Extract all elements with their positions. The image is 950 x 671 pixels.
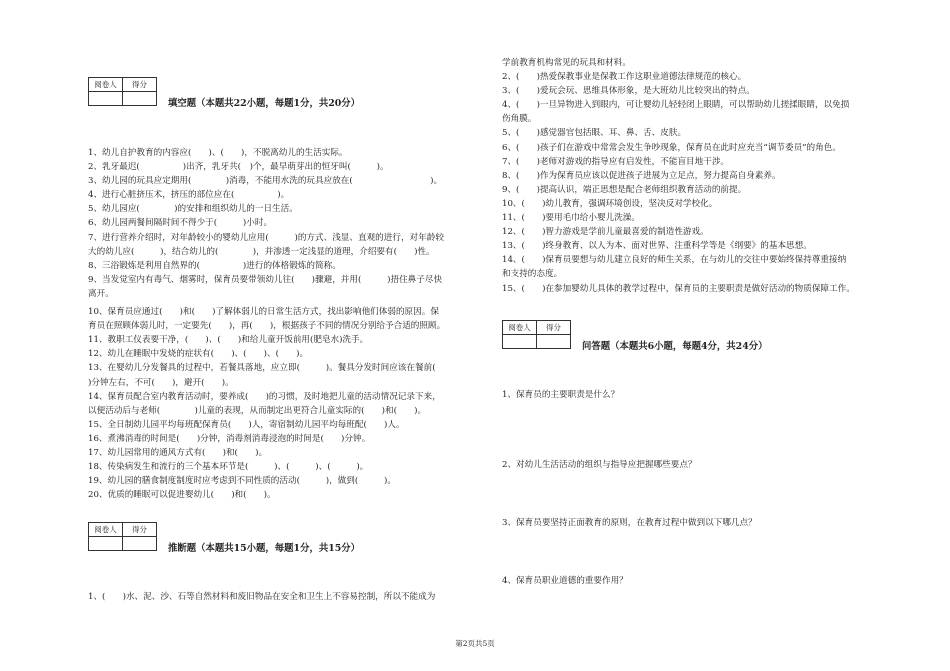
fill-line: 9、当发觉室内有毒气、烟雾时，保育员要带领幼儿往( )骤避，并用( )捂住鼻子尽快 <box>88 274 443 285</box>
judge-line: 10、( )幼儿教育，强调环境创设，坚决反对学校化。 <box>502 198 718 209</box>
score-table-fill <box>88 77 157 106</box>
qa-question <box>502 574 912 588</box>
judge-section-title: 推断题（本题共15小题，每题1分，共15分） <box>168 543 360 554</box>
score-cell <box>537 335 571 349</box>
grader-cell <box>503 335 537 349</box>
judge-line: 6、( )孩子们在游戏中常常会发生争吵现象，保育员在此时应充当“调节委员”的角色。 <box>502 142 841 153</box>
grader-cell <box>89 537 123 551</box>
judge-first-line-wrap <box>88 590 498 604</box>
score-label: 得分 <box>123 78 157 92</box>
fill-line: )分钟左右，不可( )，避开( )。 <box>88 377 234 388</box>
judge-line: 15、( )在参加婴幼儿具体的教学过程中，保育员的主要职责是做好活动的物质保障工作。 <box>502 283 855 294</box>
qa-question <box>502 516 912 530</box>
fill-line: 育员在照顾体弱儿时，一定要先( )，再( )，根据孩子不同的情况分别给予合适的照顾。 <box>88 321 446 332</box>
fill-line: 10、保育员应通过( )和( )了解体弱儿的日常生活方式，找出影响他们体弱的原因。保 <box>88 307 439 318</box>
judge-line: 5、( )感觉器官包括眼、耳、鼻、舌、皮肤。 <box>502 128 687 139</box>
fill-line: 大的幼儿应( )，结合幼儿的( )，并渗透一定浅显的道理，介绍要有( )性。 <box>88 246 435 257</box>
fill-line: 6、幼儿园两餐间隔时间不得少于( )小时。 <box>88 218 273 229</box>
fill-line: 4、进行心脏挤压术，挤压的部位应在( )。 <box>88 190 290 201</box>
score-label: 得分 <box>123 523 157 537</box>
fill-line: 2、乳牙最迟( )出齐，乳牙共( )个，最早萌芽出的恒牙叫( )。 <box>88 162 389 173</box>
fill-line: 离开。 <box>88 288 114 299</box>
fill-line: 13、在婴幼儿分发餐具的过程中，若餐具落地，应立即( )。餐具分发时间应该在餐前( <box>88 363 453 374</box>
fill-line: 20、优质的睡眠可以促进婴幼儿( )和( )。 <box>88 490 276 501</box>
judge-line: 2、( )热爱保教事业是保教工作这职业道德法律规范的核心。 <box>502 72 747 83</box>
score-table-qa <box>502 320 571 349</box>
judge-line: 9、( )提高认识，端正思想是配合老师组织教育活动的前提。 <box>502 184 747 195</box>
grader-label: 阅卷人 <box>89 78 123 92</box>
grader-label: 阅卷人 <box>89 523 123 537</box>
fill-line: 14、保育员配合室内教育活动时，要养成( )的习惯，及时地把儿童的活动情况记录下来， <box>88 391 441 402</box>
fill-line: 17、幼儿园常用的通风方式有( )和( )。 <box>88 447 268 458</box>
qa-question-text: 4、保育员职业道德的重要作用？ <box>502 576 628 586</box>
fill-section-title: 填空题（本题共22小题，每题1分，共20分） <box>168 98 360 109</box>
judge-line: 13、( )终身教育、以人为本、面对世界、注重科学等是《纲要》的基本思想。 <box>502 241 812 252</box>
fill-line: 15、全日制幼儿园平均每班配保育员( )人，寄宿制幼儿园平均每班配( )人。 <box>88 419 405 430</box>
fill-line: 16、煮沸消毒的时间是( )分钟，消毒剂消毒浸泡的时间是( )分钟。 <box>88 433 371 444</box>
judge-line: 3、( )爱玩会玩、思维具体形象，是大班幼儿比较突出的特点。 <box>502 86 755 97</box>
judge-line: 11、( )要用毛巾给小婴儿洗澡。 <box>502 213 640 224</box>
judge-line: 伤角膜。 <box>502 114 537 125</box>
fill-line: 11、教职工仪表要干净，( )、( )和给儿童开饭前用(肥皂水)洗手。 <box>88 335 369 346</box>
qa-question-text: 2、对幼儿生活活动的组织与指导应把握哪些要点？ <box>502 460 697 470</box>
judge-question-list <box>502 56 912 296</box>
qa-section-title: 问答题（本题共6小题，每题4分，共24分） <box>582 341 768 352</box>
qa-question <box>502 388 912 402</box>
judge-line: 和支持的态度。 <box>502 269 563 280</box>
fill-line: 1、幼儿自护教育的内容应( )、( )，不脱离幼儿的生活实际。 <box>88 148 348 158</box>
judge-line: 8、( )作为保育员应该以促进孩子进展为立足点，努力提高自身素养。 <box>502 170 781 181</box>
fill-line: 19、幼儿园的膳食制度制度时应考虑到不同性质的活动( )，做到( )。 <box>88 476 396 487</box>
fill-line: 8、三浴锻炼是利用自然界的( )进行的体格锻炼的简称。 <box>88 260 341 271</box>
judge-line: 12、( )智力游戏是学前儿童最喜爱的制造性游戏。 <box>502 227 709 238</box>
judge-line: 学前教育机构常见的玩具和材料。 <box>502 58 631 68</box>
judge-line: 14、( )保育员要想与幼儿建立良好的师生关系，在与幼儿的交往中要始终保持尊重接纳 <box>502 255 847 266</box>
fill-line: 18、传染病发生和流行的三个基本环节是( )、( )、( )。 <box>88 462 369 473</box>
qa-question <box>502 458 912 472</box>
score-cell <box>123 537 157 551</box>
score-cell <box>123 92 157 106</box>
score-table-judge <box>88 522 157 551</box>
fill-line: 12、幼儿在睡眠中发烧的症状有( )、( )、( )。 <box>88 349 309 360</box>
judge-line: 1、( )水、泥、沙、石等自然材料和废旧物品在安全和卫生上不容易控制，所以不能成为 <box>88 592 436 602</box>
judge-line: 4、( )一旦异物进入到眼内，可让婴幼儿轻轻闭上眼睛，可以帮助幼儿搓揉眼睛，以免损 <box>502 100 850 111</box>
qa-question-text: 1、保育员的主要职责是什么？ <box>502 390 620 400</box>
grader-label: 阅卷人 <box>503 321 537 335</box>
judge-line: 7、( )老师对游戏的指导应有启发性，不能盲目地干涉。 <box>502 156 730 167</box>
page-number: 第2页共5页 <box>455 639 495 648</box>
fill-question-list <box>88 146 498 502</box>
grader-cell <box>89 92 123 106</box>
qa-question-text: 3、保育员要坚持正面教育的原则，在教育过程中做到以下哪几点？ <box>502 518 757 528</box>
fill-line: 7、进行营养介绍时，对年龄较小的婴幼儿应用( )的方式、浅显、直观的进行，对年龄较 <box>88 232 444 243</box>
fill-line: 3、幼儿园的玩具应定期用( )消毒，不能用水洗的玩具应放在( )。 <box>88 176 443 187</box>
fill-line: 以便活动后与老师( )儿童的表现，从而制定出更符合儿童实际的( )和( )。 <box>88 405 427 416</box>
score-label: 得分 <box>537 321 571 335</box>
fill-line: 5、幼儿园应( )的安排和组织幼儿的一日生活。 <box>88 204 298 215</box>
